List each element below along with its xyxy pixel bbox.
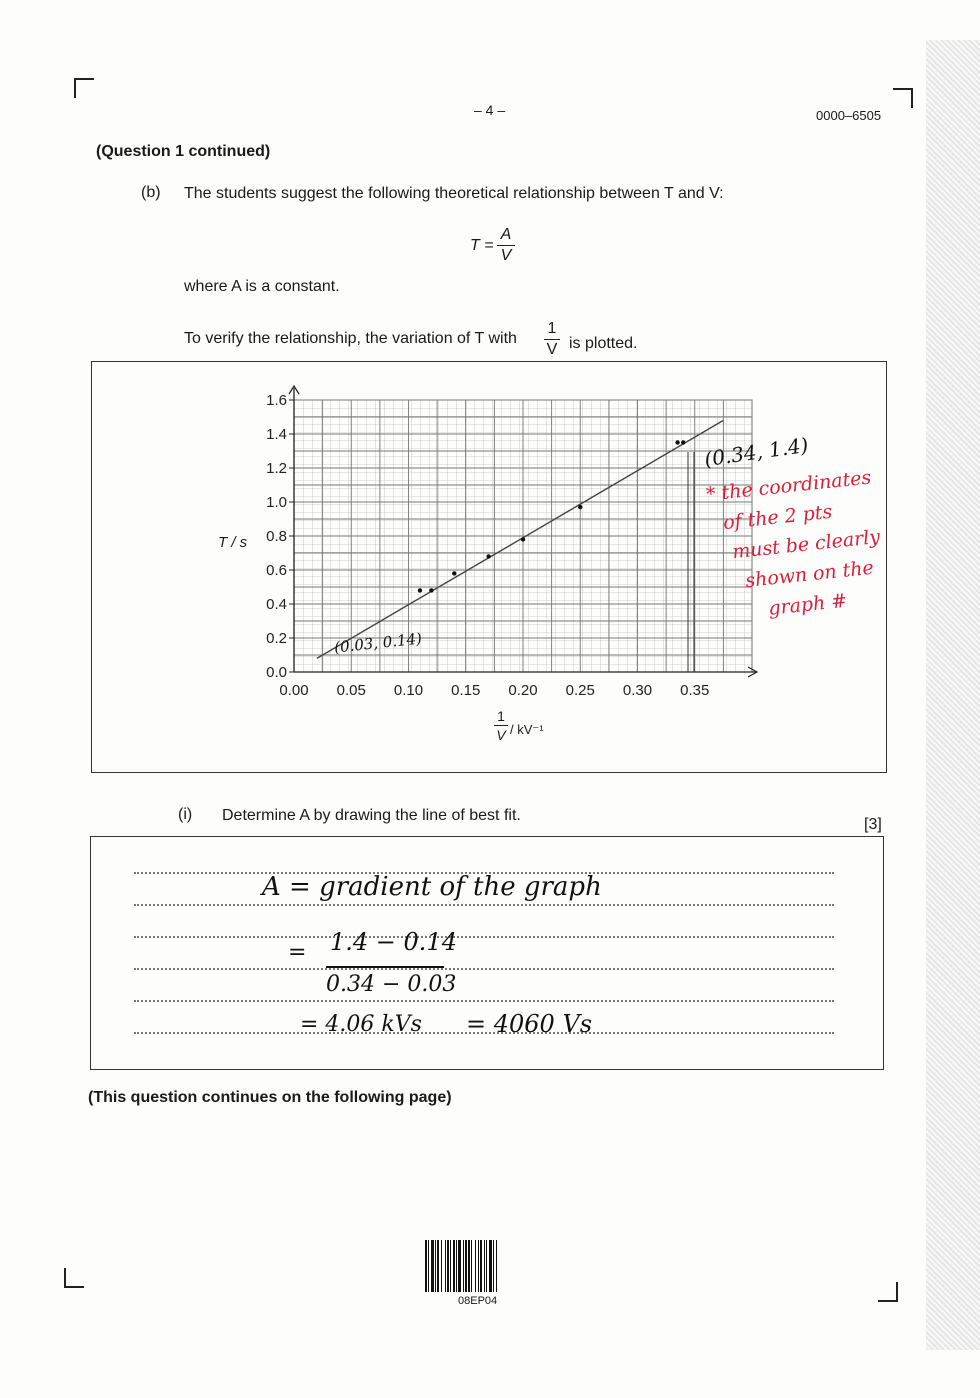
barcode-bar: [453, 1240, 455, 1292]
data-point: [675, 440, 679, 444]
answer-denominator: 0.34 − 0.03: [326, 972, 457, 997]
x-tick-label: 0.05: [336, 682, 366, 699]
x-label-denominator: V: [496, 727, 506, 743]
annotation-high-point: (0.34, 1.4): [702, 432, 810, 472]
x-tick-label: 0.35: [680, 682, 710, 699]
barcode-bar: [496, 1240, 497, 1292]
data-point: [521, 537, 525, 541]
barcode-bar: [493, 1240, 494, 1292]
formula-lhs: T =: [470, 237, 494, 254]
part-b-label: (b): [141, 184, 161, 201]
barcode-bar: [480, 1240, 482, 1292]
barcode-bar: [435, 1240, 436, 1292]
data-point: [486, 554, 490, 558]
x-tick-labels: [279, 682, 709, 699]
barcode-bar: [463, 1240, 464, 1292]
constant-text: where A is a constant.: [184, 278, 340, 295]
barcode-bar: [486, 1240, 487, 1292]
continue-note: (This question continues on the following page): [88, 1089, 452, 1106]
part-i-marks: [3]: [864, 816, 882, 833]
x-label-numerator: 1: [497, 708, 505, 724]
barcode-bar: [447, 1240, 449, 1292]
part-b-intro: The students suggest the following theoretical relationship between T and V:: [184, 185, 724, 202]
barcode-bar: [428, 1240, 429, 1292]
barcode-bar: [478, 1240, 479, 1292]
barcode-bar: [489, 1240, 492, 1292]
y-tick-label: 1.6: [266, 392, 287, 409]
data-point: [578, 505, 582, 509]
section-title: (Question 1 continued): [96, 143, 271, 160]
data-point: [681, 440, 685, 444]
comment-line: graph #: [767, 589, 849, 620]
y-tick-labels: [266, 392, 294, 681]
answer-line: [134, 922, 834, 938]
barcode-bar: [471, 1240, 472, 1292]
annotation-low-point: (0.03, 0.14): [333, 629, 423, 657]
answer-line: [134, 954, 834, 970]
y-tick-label: 0.6: [266, 562, 287, 579]
barcode-bar: [465, 1240, 467, 1292]
barcode-bar: [484, 1240, 485, 1292]
answer-result-kvs: = 4.06 kVs: [300, 1012, 422, 1037]
barcode-bar: [456, 1240, 457, 1292]
data-point: [429, 588, 433, 592]
x-axis-label-unit: / kV⁻¹: [510, 722, 544, 737]
comment-line: * the coordinates: [705, 466, 873, 506]
x-axis-label-fraction: [494, 708, 508, 743]
part-i-question: Determine A by drawing the line of best fit.: [222, 807, 521, 824]
barcode-bar: [437, 1240, 439, 1292]
barcode-bar: [475, 1240, 476, 1292]
y-tick-label: 1.0: [266, 494, 287, 511]
y-tick-label: 0.0: [266, 664, 287, 681]
comment-line: shown on the: [744, 556, 875, 593]
barcode-bar: [431, 1240, 434, 1292]
y-tick-label: 1.2: [266, 460, 287, 477]
data-point: [418, 588, 422, 592]
verify-denominator: V: [546, 341, 558, 358]
barcode-bar: [425, 1240, 427, 1292]
barcode: [423, 1240, 541, 1292]
teacher-comment: [705, 461, 900, 629]
y-tick-label: 0.4: [266, 596, 287, 613]
x-tick-label: 0.30: [622, 682, 653, 699]
y-tick-label: 0.8: [266, 528, 287, 545]
paper-code: 0000–6505: [816, 108, 882, 123]
page-number: – 4 –: [474, 102, 506, 118]
answer-result-vs: = 4060 Vs: [466, 1010, 593, 1038]
x-label-bar: [494, 725, 508, 726]
x-tick-label: 0.10: [393, 682, 424, 699]
barcode-bar: [445, 1240, 446, 1292]
formula-numerator: A: [500, 226, 512, 243]
answer-equals: =: [288, 940, 307, 965]
barcode-bar: [441, 1240, 442, 1292]
verify-end: is plotted.: [569, 335, 638, 352]
x-tick-label: 0.15: [451, 682, 481, 699]
barcode-bar: [458, 1240, 461, 1292]
data-point: [452, 571, 456, 575]
y-axis-label: T / s: [218, 534, 248, 551]
answer-numerator: 1.4 − 0.14: [330, 928, 457, 956]
barcode-bar: [468, 1240, 470, 1292]
y-tick-label: 0.2: [266, 630, 287, 647]
x-tick-label: 0.20: [508, 682, 538, 699]
answer-line-1: A = gradient of the graph: [262, 872, 602, 902]
x-tick-label: 0.00: [279, 682, 309, 699]
answer-fraction-bar: [326, 966, 444, 968]
y-tick-label: 1.4: [266, 426, 287, 443]
barcode-bar: [450, 1240, 451, 1292]
x-tick-label: 0.25: [565, 682, 595, 699]
barcode-text: 08EP04: [458, 1295, 498, 1307]
verify-text: To verify the relationship, the variation of T with: [184, 330, 517, 347]
part-i-label: (i): [178, 806, 193, 823]
answer-line: [134, 986, 834, 1002]
formula-denominator: V: [500, 247, 512, 264]
comment-line: of the 2 pts: [722, 500, 834, 535]
comment-line: must be clearly: [731, 525, 882, 564]
verify-numerator: 1: [547, 320, 557, 337]
